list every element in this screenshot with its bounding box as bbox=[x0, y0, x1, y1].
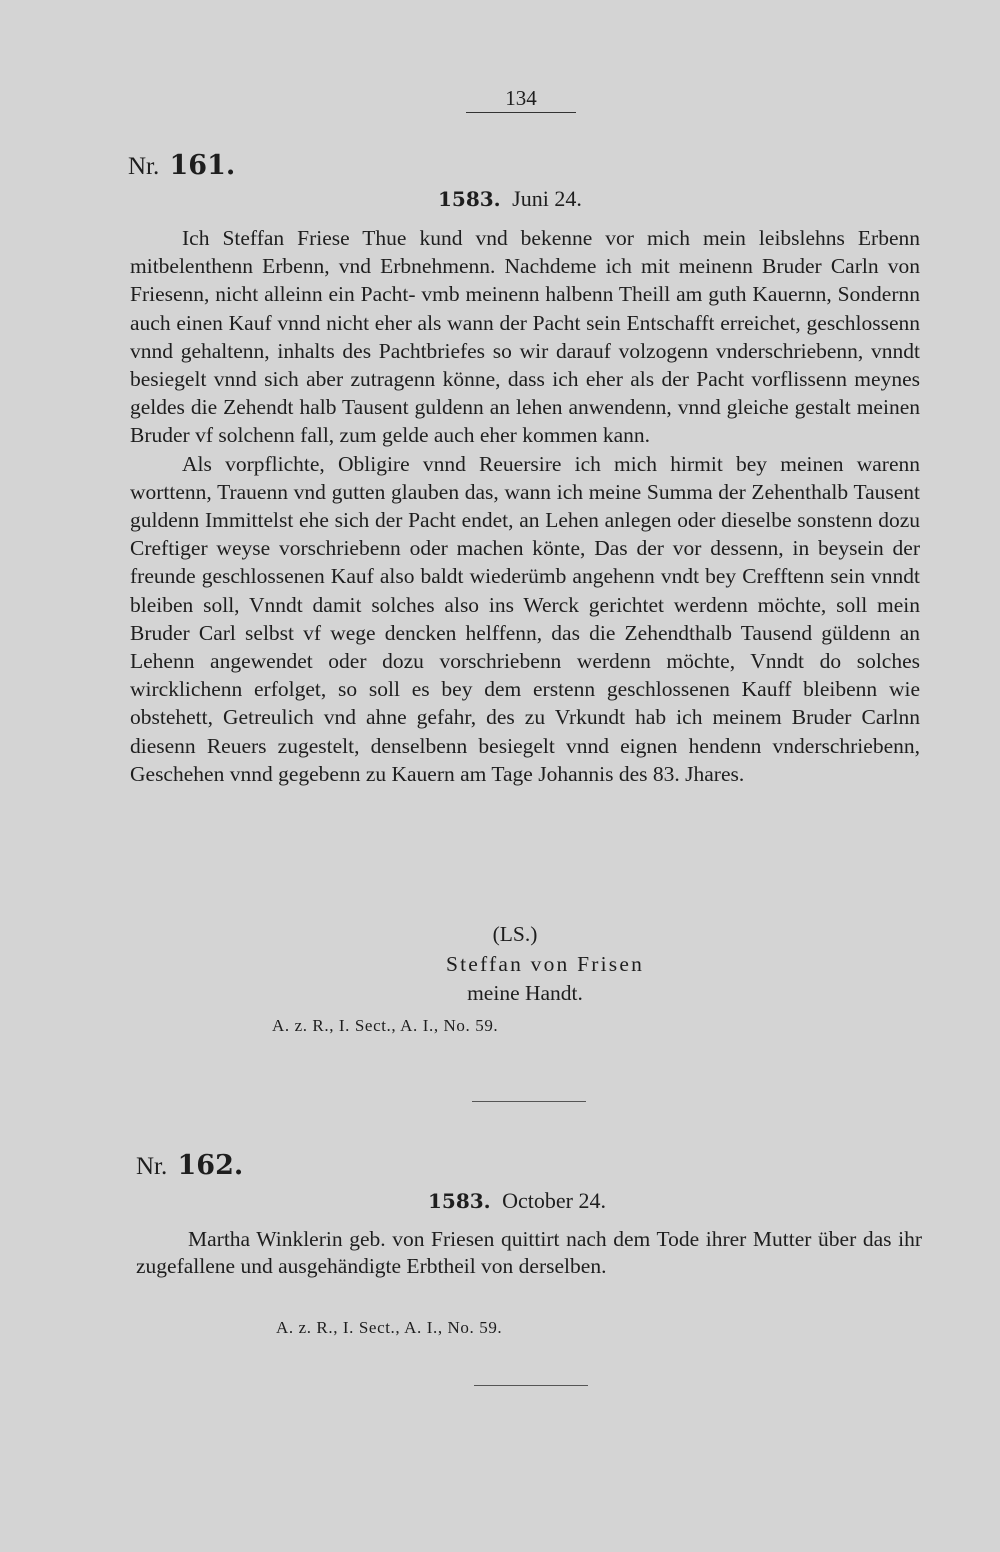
page-number: 134 bbox=[505, 86, 537, 110]
entry-paragraph: Als vorpflichte, Obligire vnnd Reuersire ich mich hirmit bey meinen warenn worttenn, Trauenn vnd gutten glauben das, wann ich meine Summa der Zehenthalb Tausent guldenn Immittelst ehe sich der Pacht endet, an Lehen anlegen oder dieselbe sonstenn dozu Creftiger weyse vorschriebenn oder machen könte, Das der vor dessenn, in beysein der freunde geschlossenen Kauf also baldt wiederümb angehenn vndt bey Crefftenn sein vnndt bleiben soll, Vnndt damit solches also ins Werck gerichtet werdenn möchte, soll mein Bruder Carl selbst vf wege dencken helffenn, das die Zehendthalb Tausend güldenn an Lehenn angewendet oder dozu vorschriebenn werdenn möchte, Vnndt do solches wircklichenn erfolget, so soll es bey dem erstenn geschlossenen Kauff bleibenn wie obstehett, Getreulich vnd ahne gefahr, des zu Vrkundt hab ich meinem Bruder Carlnn diesenn Reuers zugestelt, denselbenn besiegelt vnnd eignen hendenn vnderschriebenn, Geschehen vnnd gegebenn zu Kauern am Tage Johannis des 83. Jhares. bbox=[130, 451, 920, 786]
entry-paragraph: Martha Winklerin geb. von Friesen quittirt nach dem Tode ihrer Mutter über das ihr zugefallene und ausgehändigte Erbtheil von derselben. bbox=[136, 1227, 922, 1278]
section-divider bbox=[472, 1101, 586, 1102]
seal-mark: (LS.) bbox=[492, 922, 538, 946]
archive-reference: A. z. R., I. Sect., A. I., No. 59. bbox=[272, 1016, 499, 1035]
entry-text bbox=[130, 224, 920, 788]
entry-number-heading bbox=[128, 150, 235, 181]
signature-note: meine Handt. bbox=[467, 981, 583, 1005]
entry-date: Juni 24. bbox=[512, 186, 582, 211]
entry-date-line bbox=[438, 186, 582, 212]
section-divider bbox=[474, 1385, 588, 1386]
entry-number: 162. bbox=[177, 1150, 244, 1181]
entry-paragraph: Ich Steffan Friese Thue kund vnd bekenne vor mich mein leibslehns Erbenn mitbelenthenn Erbenn, vnd Erbnehmenn. Nachdeme ich mit meinenn Bruder Carln von Friesenn, nicht alleinn ein Pacht- vmb meinenn halbenn Theill am guth Kauernn, Sondernn auch einen Kauf vnnd nicht eher als wann der Pacht sein Entschafft erreichet, geschlossenn vnnd gehaltenn, inhalts des Pachtbriefes so wir darauf volzogenn vnderschriebenn, vnndt besiegelt vnnd sich aber zutragenn könne, dass ich eher als der Pacht vorflissenn meynes geldes die Zehendt halb Tausent guldenn an lehen anwendenn, vnnd gleiche gestalt meinen Bruder vf solchenn fall, zum gelde auch eher kommen kann. bbox=[130, 226, 920, 448]
entry-number: 161. bbox=[169, 150, 236, 181]
entry-date: October 24. bbox=[502, 1188, 606, 1213]
signature: Steffan von Frisen bbox=[445, 952, 645, 976]
entry-number-prefix: Nr. bbox=[136, 1153, 168, 1180]
archive-reference: A. z. R., I. Sect., A. I., No. 59. bbox=[276, 1318, 503, 1337]
page-number-rule bbox=[466, 112, 576, 113]
entry-text bbox=[136, 1226, 922, 1280]
entry-date-line bbox=[428, 1188, 606, 1214]
entry-year: 1583. bbox=[428, 1189, 491, 1213]
entry-year: 1583. bbox=[438, 187, 501, 211]
entry-number-heading bbox=[136, 1150, 243, 1181]
entry-number-prefix: Nr. bbox=[128, 153, 160, 180]
